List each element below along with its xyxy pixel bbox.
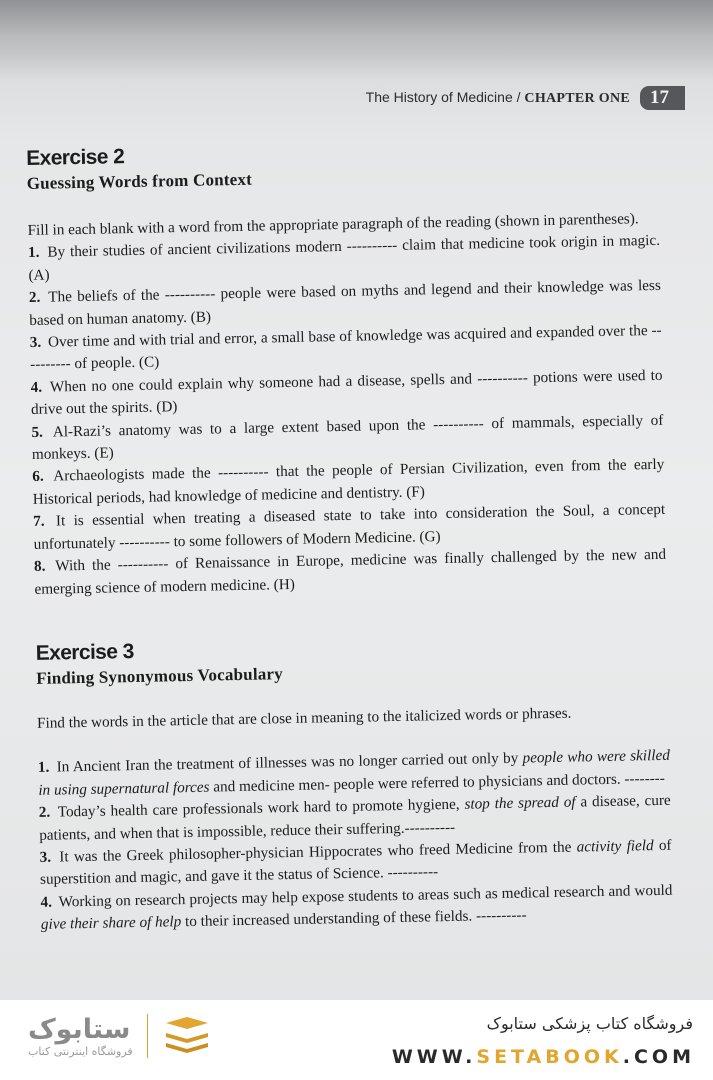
running-header — [366, 86, 685, 110]
exercise-2-item: 8. With the ---------- of Renaissance in Europe, medicine was finally challenged by the new and emerging science of modern medicine. (H) — [33, 545, 667, 598]
store-url[interactable]: WWW.SETABOOK.COM — [391, 1046, 695, 1068]
logo-text: ستابوک — [28, 1013, 131, 1045]
logo-divider — [147, 1014, 148, 1058]
exercise-3-title: Exercise 3 — [35, 639, 134, 665]
exercise-2-instruction: Fill in each blank with a word from the appropriate paragraph of the reading (shown in parentheses). — [27, 210, 639, 239]
logo-subtitle: فروشگاه اینترنتی کتاب — [28, 1044, 133, 1058]
exercise-2-title: Exercise 2 — [26, 145, 125, 170]
store-name: فروشگاه کتاب پزشکی ستابوک — [486, 1014, 693, 1033]
store-footer — [0, 1000, 713, 1080]
logo-wordmark — [28, 1015, 133, 1058]
exercise-2-item: 2. The beliefs of the ---------- people were based on myths and legend and their knowledge was less based on human anatomy. (B) — [28, 277, 661, 329]
exercise-3-item: 2. Today’s health care professionals work hard to promote hygiene, stop the spread of a disease, cure patients, and when that is impossible, reduce their suffering.---------- — [38, 791, 671, 844]
page-number: 17 — [640, 86, 685, 110]
page-content — [26, 134, 673, 937]
exercise-2-item: 6. Archaeologists made the ---------- that the people of Persian Civilization, even from the early Historical periods, had knowledge of medicine and dentistry. (F) — [32, 456, 665, 508]
exercise-3-instruction: Find the words in the article that are close in meaning to the italicized words or phrases. — [36, 704, 572, 732]
exercise-2-item: 3. Over time and with trial and error, a small base of knowledge was acquired and expanded over the ---------- of people. (C) — [29, 321, 662, 374]
exercise-3-item: 3. It was the Greek philosopher-physician Hippocrates who freed Medicine from the activity field of superstition and magic, and gave it the status of Science. ---------- — [39, 836, 672, 889]
exercise-3 — [36, 629, 674, 937]
exercise-2-item: 1. By their studies of ancient civilizations modern ---------- claim that medicine took origin in magic. (A) — [27, 232, 661, 284]
book-stack-icon — [162, 1015, 212, 1057]
exercise-2-item: 7. It is essential when treating a diseased state to take into consideration the Soul, a concept unfortunately ---------- to some followers of Modern Medicine. (G) — [33, 501, 666, 553]
exercise-3-item: 1. In Ancient Iran the treatment of illnesses was no longer carried out only by people who were skilled in using supernatural forces and medicine men- people were referred to physicians and doctors. -------- — [37, 747, 670, 799]
exercise-3-subtitle: Finding Synonymous Vocabulary — [36, 664, 284, 688]
running-title: The History of Medicine / CHAPTER ONE — [365, 89, 630, 106]
exercise-2 — [26, 134, 667, 601]
exercise-2-item: 4. When no one could explain why someone had a disease, spells and ---------- potions were used to drive out the spirits. (D) — [30, 366, 663, 419]
exercise-3-item: 4. Working on research projects may help expose students to areas such as medical research and would give their share of help to their increased understanding of these fields. ---------- — [40, 881, 673, 934]
exercise-2-list — [28, 230, 667, 601]
exercise-2-subtitle: Guessing Words from Context — [26, 169, 253, 193]
exercise-3-list — [38, 745, 673, 936]
page-top-shadow — [0, 0, 713, 80]
exercise-2-item: 5. Al-Razi’s anatomy was to a large extent based upon the ---------- of mammals, especially of monkeys. (E) — [31, 411, 664, 464]
setabook-logo — [28, 1014, 212, 1058]
